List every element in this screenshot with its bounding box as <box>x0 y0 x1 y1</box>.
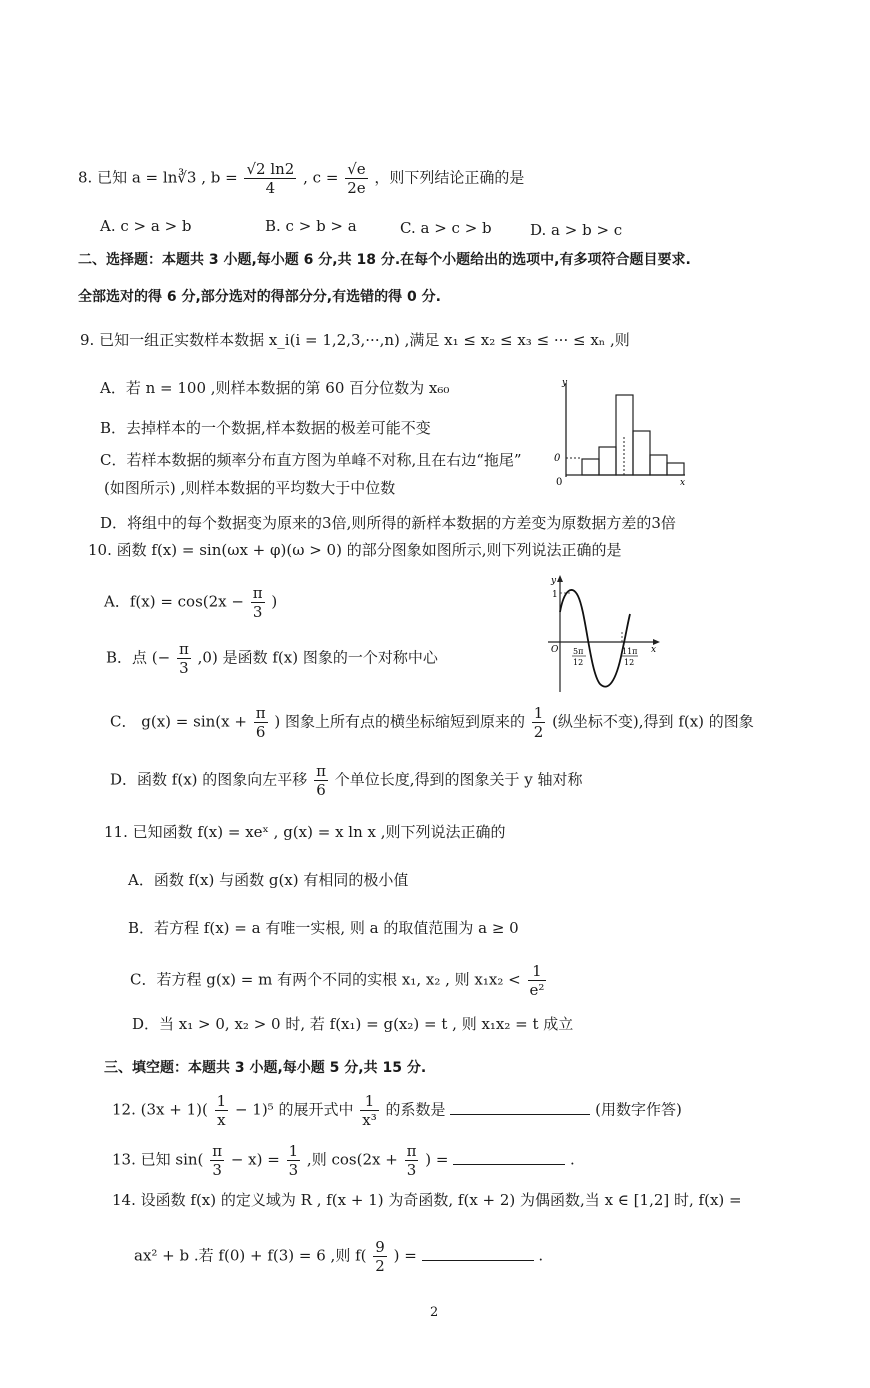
q12-tail: (用数字作答) <box>595 1100 682 1119</box>
q11-c-fraction <box>528 962 547 999</box>
q13-num3: π <box>406 1142 417 1160</box>
q13-fraction3 <box>405 1142 419 1179</box>
q9-stem: 9. 已知一组正实数样本数据 x_i(i = 1,2,3,···,n) ,满足 x₁ ≤ x₂ ≤ x₃ ≤ ··· ≤ xₙ ,则 <box>80 331 630 349</box>
q10-b-den: 3 <box>179 659 189 677</box>
q9-option-b: B．去掉样本的一个数据,样本数据的极差可能不变 <box>100 419 431 437</box>
q11-option-a: A．函数 f(x) 与函数 g(x) 有相同的极小值 <box>128 871 409 889</box>
q10-c-post: (纵坐标不变),得到 f(x) 的图象 <box>552 712 754 731</box>
hist-bar <box>667 463 684 475</box>
q9-option-a: A．若 n = 100 ,则样本数据的第 60 百分位数为 x₆₀ <box>100 379 450 397</box>
q10-c-fraction2 <box>532 704 546 741</box>
q13-den3: 3 <box>406 1161 417 1179</box>
q13-tail: . <box>569 1150 575 1169</box>
q13-mid2: ,则 cos(2x + <box>306 1150 398 1169</box>
q13-num1: π <box>212 1142 223 1160</box>
q13-answer-blank[interactable] <box>453 1150 565 1165</box>
q10-c-den2: 2 <box>533 723 544 741</box>
section2-heading: 二、选择题：本题共 3 小题,每小题 6 分,共 18 分.在每个小题给出的选项中,有多项符合题目要求. <box>78 252 691 268</box>
sine-y-label: y <box>551 576 557 586</box>
q8-c-num: √e <box>347 160 366 178</box>
q10-c-pre: C． g(x) = sin(x + <box>110 712 247 731</box>
q8-option-b: B. c > b > a <box>265 217 357 235</box>
sine-x-tick1-den: 12 <box>573 658 584 667</box>
q13-den1: 3 <box>212 1161 222 1179</box>
q8-c-pre: , c = <box>303 168 339 187</box>
q14-line2-pre: ax² + b .若 f(0) + f(3) = 6 ,则 f( <box>134 1246 367 1265</box>
q10-c-den1: 6 <box>255 723 266 741</box>
q12-fraction2 <box>360 1092 378 1129</box>
q8-b-num: √2 ln2 <box>246 160 295 178</box>
sine-x-tick2-den: 12 <box>624 658 635 667</box>
page-number: 2 <box>430 1305 439 1320</box>
q12 <box>112 1092 682 1129</box>
q11-option-d: D．当 x₁ > 0, x₂ > 0 时, 若 f(x₁) = g(x₂) = t , 则 x₁x₂ = t 成立 <box>132 1015 574 1033</box>
q10-b-num: π <box>179 640 189 658</box>
q8-option-d: D. a > b > c <box>530 221 623 239</box>
hist-bar <box>633 431 650 475</box>
sine-x-tick1-num: 5π <box>573 647 584 656</box>
hist-origin: 0 <box>556 477 563 488</box>
q10-stem: 10. 函数 f(x) = sin(ωx + φ)(ω > 0) 的部分图象如图所示,则下列说法正确的是 <box>88 541 622 559</box>
sine-y-arrow <box>557 575 563 582</box>
q12-num2: 1 <box>360 1092 378 1111</box>
q10-c-mid: ) 图象上所有点的横坐标缩短到原来的 <box>274 712 525 731</box>
q13-num2: 1 <box>288 1142 299 1160</box>
q10-d-pre: D．函数 f(x) 的图象向左平移 <box>110 770 308 789</box>
hist-bar <box>599 447 616 475</box>
q10-option-a <box>104 584 277 621</box>
q12-den2: x³ <box>362 1111 377 1129</box>
hist-side-label: 0 <box>554 453 561 464</box>
q14-line2-post: ) = <box>393 1246 417 1265</box>
q14-num: 9 <box>375 1238 385 1256</box>
q10-c-num1: π <box>255 704 266 722</box>
hist-bar <box>650 455 667 475</box>
sine-curve <box>560 590 630 687</box>
q14-answer-blank[interactable] <box>422 1246 534 1261</box>
q8-tail: ，则下列结论正确的是 <box>374 168 525 187</box>
sine-origin: O <box>551 645 559 655</box>
q13-fraction2 <box>287 1142 301 1179</box>
q13-mid: − x) = <box>230 1150 280 1169</box>
q10-c-fraction1 <box>254 704 268 741</box>
q10-d-fraction <box>314 762 328 799</box>
q10-d-den: 6 <box>316 781 326 799</box>
q11-c-den: e² <box>529 981 545 999</box>
q11-c-num: 1 <box>528 962 547 981</box>
q10-a-pre: A．f(x) = cos(2x − <box>104 592 244 611</box>
q14-den: 2 <box>375 1257 385 1275</box>
q14-line2 <box>134 1238 543 1275</box>
q13-fraction1 <box>210 1142 224 1179</box>
q8-c-fraction <box>345 160 367 197</box>
sine-y-tick: 1 <box>552 590 558 600</box>
q10-a-num: π <box>252 584 263 602</box>
q14-tail: . <box>538 1246 544 1265</box>
q8-b-den: 4 <box>265 179 276 197</box>
q10-d-num: π <box>316 762 326 780</box>
q9-option-c-line2: (如图所示) ,则样本数据的平均数大于中位数 <box>104 479 396 497</box>
q14-line1: 14. 设函数 f(x) 的定义域为 R , f(x + 1) 为奇函数, f(x + 2) 为偶函数,当 x ∈ [1,2] 时, f(x) = <box>112 1191 742 1209</box>
q10-b-fraction <box>177 640 191 677</box>
q10-a-fraction <box>251 584 265 621</box>
q11-option-c <box>130 962 548 999</box>
q13-post: ) = <box>425 1150 449 1169</box>
q14-fraction <box>373 1238 387 1275</box>
q10-a-den: 3 <box>252 603 263 621</box>
q12-mid: − 1)⁵ 的展开式中 <box>234 1100 354 1119</box>
q12-pre: 12. (3x + 1)( <box>112 1100 208 1119</box>
q8-option-a: A. c > a > b <box>100 217 192 235</box>
hist-bar <box>582 459 599 475</box>
q12-den1: x <box>217 1111 226 1129</box>
q11-stem: 11. 已知函数 f(x) = xeˣ , g(x) = x ln x ,则下列说法正确的 <box>104 823 506 841</box>
q12-post: 的系数是 <box>385 1100 446 1119</box>
hist-x-label: x <box>680 478 686 488</box>
q9-histogram <box>550 375 690 490</box>
sine-x-tick2-num: 11π <box>622 647 638 656</box>
q10-option-b <box>106 640 438 677</box>
q10-a-post: ) <box>271 592 278 611</box>
q10-b-pre: B．点 (− <box>106 648 171 667</box>
q13-pre: 13. 已知 sin( <box>112 1150 204 1169</box>
q13-den2: 3 <box>288 1161 299 1179</box>
q8-b-fraction <box>244 160 296 197</box>
q9-option-c-line1: C．若样本数据的频率分布直方图为单峰不对称,且在右边“拖尾” <box>100 451 522 469</box>
q9-option-d: D．将组中的每个数据变为原来的3倍,则所得的新样本数据的方差变为原数据方差的3倍 <box>100 514 676 532</box>
q11-c-pre: C．若方程 g(x) = m 有两个不同的实根 x₁, x₂ , 则 x₁x₂ < <box>130 970 521 989</box>
section3-heading: 三、填空题：本题共 3 小题,每小题 5 分,共 15 分. <box>104 1060 427 1076</box>
q8-option-c: C. a > c > b <box>400 219 492 237</box>
q10-option-d <box>110 762 582 799</box>
q8-stem-a: 8. 已知 a = ln∛3 , b = <box>78 168 238 187</box>
q10-option-c <box>110 704 754 741</box>
q11-option-b: B．若方程 f(x) = a 有唯一实根, 则 a 的取值范围为 a ≥ 0 <box>128 919 519 937</box>
q12-fraction1 <box>215 1092 229 1129</box>
q10-sine-graph <box>540 572 665 697</box>
sine-x-label: x <box>651 645 657 655</box>
section2-scoring: 全部选对的得 6 分,部分选对的得部分分,有选错的得 0 分. <box>78 289 441 305</box>
hist-y-label: y <box>562 378 568 388</box>
q12-num1: 1 <box>216 1092 227 1110</box>
q13 <box>112 1142 575 1179</box>
q12-answer-blank[interactable] <box>450 1100 590 1115</box>
q10-b-post: ,0) 是函数 f(x) 图象的一个对称中心 <box>197 648 438 667</box>
q10-c-num2: 1 <box>533 704 544 722</box>
q8-stem <box>78 160 524 197</box>
q10-d-post: 个单位长度,得到的图象关于 y 轴对称 <box>334 770 583 789</box>
q8-c-den: 2e <box>347 179 366 197</box>
